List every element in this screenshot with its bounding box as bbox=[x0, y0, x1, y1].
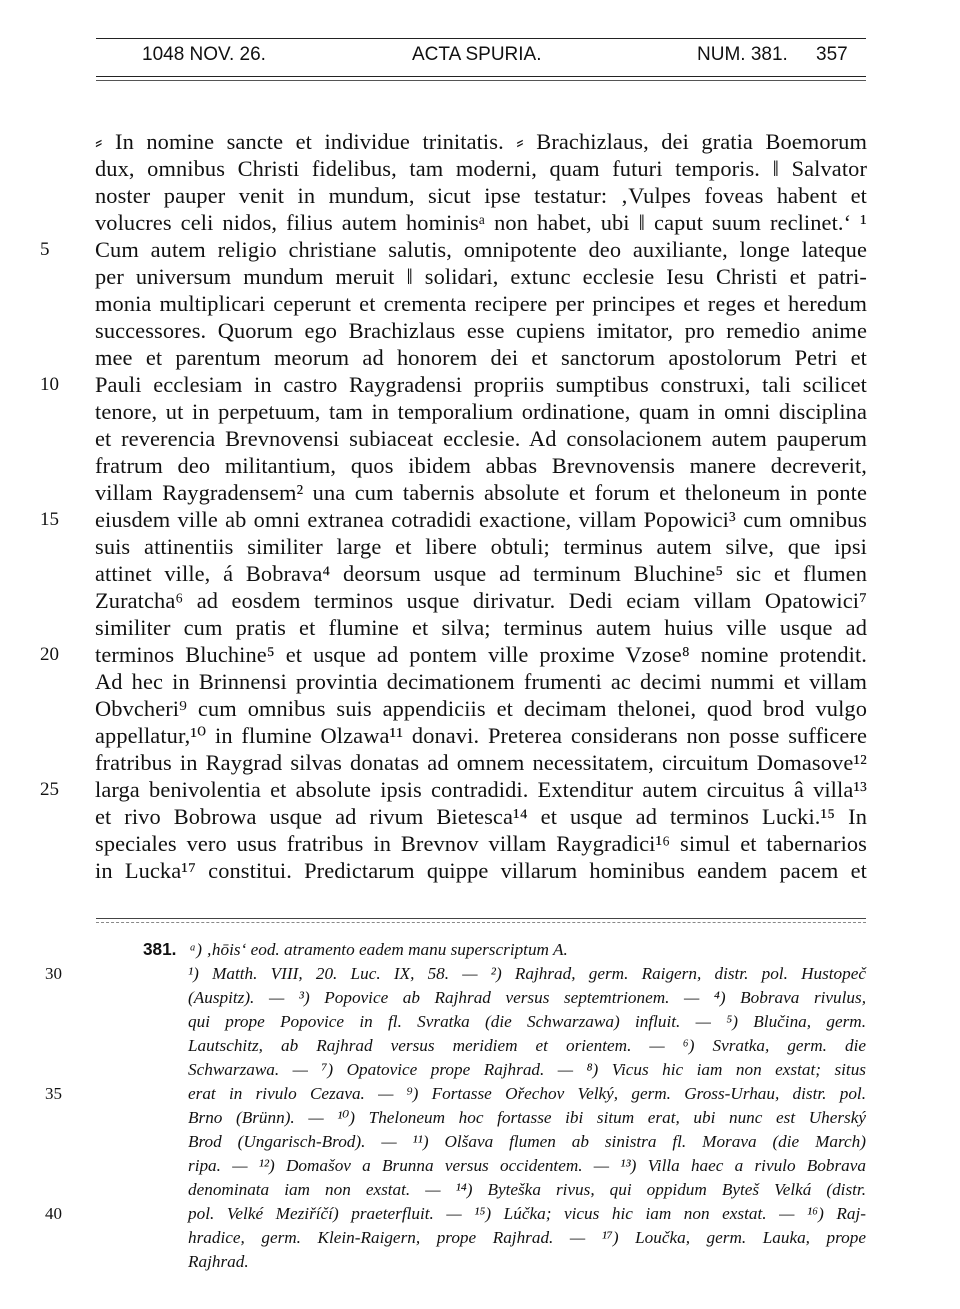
header-rule-top bbox=[96, 38, 866, 39]
footnote-line: erat in rivulo Cezava. — ⁹) Fortasse Ořechov Velký, germ. Gross-Urhau, distr. pol. bbox=[188, 1084, 866, 1103]
footnote-line: Rajhrad. bbox=[188, 1252, 249, 1271]
body-line: dux, omnibus Christi fidelibus, tam moderni, quam futuri temporis. ‖ Salvator bbox=[95, 156, 867, 181]
body-line: attinet ville, á Bobrava⁴ deorsum usque ad terminum Bluchine⁵ sic et flumen bbox=[95, 561, 867, 586]
footnote-line: Brno (Brünn). — ¹⁰) Theloneum hoc fortasse ibi situm erat, ubi nunc est Uherský bbox=[188, 1108, 866, 1127]
footnote-line bbox=[143, 938, 866, 962]
footnote-line-number: 40 bbox=[45, 1204, 62, 1223]
footnote-line: ripa. — ¹²) Domašov a Brunna versus occidentem. — ¹³) Villa haec a rivulo Bobrava bbox=[188, 1156, 866, 1175]
header-number: NUM. 381. bbox=[697, 44, 788, 65]
header-title: ACTA SPURIA. bbox=[412, 44, 542, 65]
line-number: 25 bbox=[40, 779, 59, 800]
body-line: successores. Quorum ego Brachizlaus esse cupiens imitator, pro remedio anime bbox=[95, 318, 867, 343]
body-line: Zuratcha⁶ ad eosdem terminos usque dirivatur. Dedi eciam villam Opatowici⁷ bbox=[95, 588, 867, 613]
body-line: Cum autem religio christiane salutis, omnipotente deo auxiliante, longe lateque bbox=[95, 237, 867, 262]
body-line: et rivo Bobrowa usque ad rivum Bietesca¹⁴ et usque ad terminos Lucki.¹⁵ In bbox=[95, 804, 867, 829]
line-number: 15 bbox=[40, 509, 59, 530]
line-number: 10 bbox=[40, 374, 59, 395]
footnote-line: Brod (Ungarisch-Brod). — ¹¹) Olšava flumen ab sinistra fl. Morava (die March) bbox=[188, 1132, 866, 1151]
footnote-label: 381. bbox=[143, 939, 177, 959]
body-line: volucres celi nidos, filius autem hominisᵃ non habet, ubi ‖ caput suum reclinet.‘ ¹ bbox=[95, 210, 867, 235]
body-line: in Lucka¹⁷ constitui. Predictarum quippe villarum hominibus eandem pacem et bbox=[95, 858, 867, 883]
body-line: speciales vero usus fratribus in Brevnov villam Raygradici¹⁶ simul et tabernarios bbox=[95, 831, 867, 856]
body-line: Obvcheri⁹ cum omnibus suis appendiciis et decimam thelonei, quod brod vulgo bbox=[95, 696, 867, 721]
body-line: tenore, ut in perpetuum, tam in temporalium ordinatione, quam in omni disciplina bbox=[95, 399, 867, 424]
footnote-line: Schwarzawa. — ⁷) Opatovice prope Rajhrad. — ⁸) Vicus hic iam non exstat; situs bbox=[188, 1060, 866, 1079]
body-line: villam Raygradensem² una cum tabernis absolute et forum et theloneum in ponte bbox=[95, 480, 867, 505]
body-line: ⸗ In nomine sancte et individue trinitatis. ⸗ Brachizlaus, dei gratia Boemorum bbox=[95, 129, 867, 154]
body-line: et reverencia Brevnovensi subiaceat ecclesie. Ad consolacionem autem pauperum bbox=[95, 426, 867, 451]
footnote-line: qui prope Popovice in fl. Svratka (die Schwarzawa) influit. — ⁵) Blučina, germ. bbox=[188, 1012, 866, 1031]
footnote-text: ᵃ) ‚hōis‘ eod. atramento eadem manu superscriptum A. bbox=[189, 940, 568, 959]
body-line: similiter cum pratis et flumine et silva; terminus autem huius ville usque ad bbox=[95, 615, 867, 640]
footnote-line: denominata iam non exstat. — ¹⁴) Byteška rivus, qui oppidum Byteš Velká (distr. bbox=[188, 1180, 866, 1199]
body-line: fratrum deo militantium, quos ibidem abbas Brevnovensis manere decreverit, bbox=[95, 453, 867, 478]
body-line: Pauli ecclesiam in castro Raygradensi propriis sumptibus construxi, tali scilicet bbox=[95, 372, 867, 397]
body-line: monia multiplicari ceperunt et crementa recipere per principes et reges et heredum bbox=[95, 291, 867, 316]
line-number: 20 bbox=[40, 644, 59, 665]
body-line: noster pauper venit in mundum, sicut ipse testatur: ‚Vulpes foveas habent et bbox=[95, 183, 867, 208]
body-line: Ad hec in Brinnensi provintia decimationem frumenti ac decimi nummi et villam bbox=[95, 669, 867, 694]
body-line: appellatur,¹⁰ in flumine Olzawa¹¹ donavi. Preterea considerans non posse sufficere bbox=[95, 723, 867, 748]
footnote-line: Lautschitz, ab Rajhrad versus meridiem et orientem. — ⁶) Svratka, germ. die bbox=[188, 1036, 866, 1055]
body-line: per universum mundum meruit ‖ solidari, extunc ecclesie Iesu Christi et patri- bbox=[95, 264, 867, 289]
header-rule-bottom bbox=[96, 76, 866, 77]
footnote-line: hradice, germ. Klein-Raigern, prope Rajhrad. — ¹⁷) Loučka, germ. Lauka, prope bbox=[188, 1228, 866, 1247]
line-number: 5 bbox=[40, 239, 50, 260]
footnote-line-number: 30 bbox=[45, 964, 62, 983]
footnote-line: (Auspitz). — ³) Popovice ab Rajhrad versus septemtrionem. — ⁴) Bobrava rivulus, bbox=[188, 988, 866, 1007]
body-line: suis attinentiis similiter large et libere obtuli; terminus autem silve, que ipsi bbox=[95, 534, 867, 559]
footnote-line: ¹) Matth. VIII, 20. Luc. IX, 58. — ²) Rajhrad, germ. Raigern, distr. pol. Hustopeč bbox=[188, 964, 866, 983]
body-line: eiusdem ville ab omni extranea cotradidi exactione, villam Popowici³ cum omnibus bbox=[95, 507, 867, 532]
footnote-separator-dashed bbox=[96, 922, 866, 923]
footnote-separator bbox=[96, 918, 866, 919]
body-line: fratribus in Raygrad silvas donatas ad omnem necessitatem, circuitum Domasove¹² bbox=[95, 750, 867, 775]
page-number: 357 bbox=[816, 44, 848, 65]
footnote-line: pol. Velké Meziříčí) praeterfluit. — ¹⁵) Lúčka; vicus hic iam non exstat. — ¹⁶) Raj- bbox=[188, 1204, 866, 1223]
header-date: 1048 NOV. 26. bbox=[142, 44, 266, 65]
body-line: terminos Bluchine⁵ et usque ad pontem ville proxime Vzose⁸ nomine protendit. bbox=[95, 642, 867, 667]
body-line: larga benivolentia et absolute ipsis contradidi. Extenditur autem circuitus â villa¹³ bbox=[95, 777, 867, 802]
footnote-line-number: 35 bbox=[45, 1084, 62, 1103]
header-rule-bottom-thin bbox=[96, 80, 866, 81]
body-line: mee et parentum meorum ad honorem dei et sanctorum apostolorum Petri et bbox=[95, 345, 867, 370]
